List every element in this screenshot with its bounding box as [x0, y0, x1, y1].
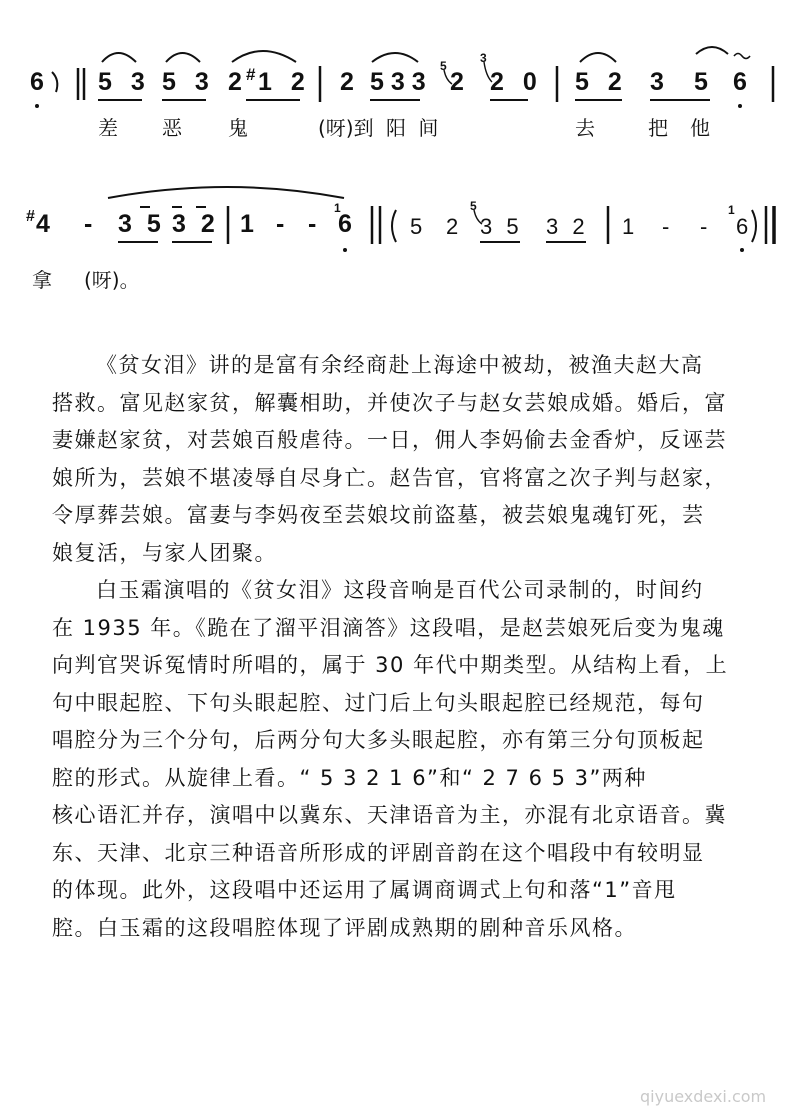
lyric: 把 [648, 116, 668, 140]
lyric: 去 [575, 116, 595, 140]
text-line: 唱腔分为三个分句，后两分句大多头眼起腔，亦有第三分句顶板起 [52, 728, 705, 752]
text-line: 白玉霜演唱的《贫女泪》这段音响是百代公司录制的，时间约 [96, 578, 704, 602]
text-line: 搭救。富见赵家贫，解囊相助，并使次子与赵女芸娘成婚。婚后，富 [52, 390, 727, 415]
note: 2 [340, 68, 354, 96]
note: 5 2 [575, 68, 628, 96]
note: 5 3 3 [370, 68, 426, 96]
score-system-2 [0, 180, 810, 290]
note: 6 [736, 214, 749, 239]
note: 4 [36, 210, 50, 238]
lyric: (呀)到 阳 间 [318, 116, 439, 140]
note: 6 [733, 68, 747, 96]
text-line: 令厚葬芸娘。富妻与李妈夜至芸娘坟前盗墓，被芸娘鬼魂钉死，芸 [52, 503, 705, 527]
article-body [52, 347, 772, 947]
grace-note: 1 [334, 201, 341, 215]
note: 3 [650, 68, 664, 96]
text-line: 句中眼起腔、下句头眼起腔、过门后上句头眼起腔已经规范，每句 [52, 690, 705, 715]
text-line: 向判官哭诉冤情时所唱的，属于 30 年代中期类型。从结构上看，上 [52, 653, 729, 677]
text-line: 腔。白玉霜的这段唱腔体现了评剧成熟期的剧种音乐风格。 [52, 915, 637, 940]
lyric: 拿 [32, 268, 52, 292]
lyrics-row [0, 268, 810, 298]
note: 2 [450, 68, 464, 96]
note: 1 [240, 210, 254, 238]
note: - [700, 214, 708, 239]
grace-note: 1 [728, 203, 735, 217]
note: - [662, 214, 670, 239]
lyric: 他 [690, 116, 710, 140]
grace-note: 3 [480, 51, 487, 65]
note: 6 [338, 210, 352, 238]
paragraph-2 [52, 572, 772, 947]
sharp-sign: # [246, 65, 256, 84]
note: 2 0 [490, 68, 543, 96]
grace-note: 5 [440, 59, 447, 73]
note: 6 [30, 68, 44, 96]
score-system-1 [0, 40, 810, 150]
note: 3 5 [480, 214, 523, 239]
note: 2 [228, 68, 242, 96]
lyric: 恶 [162, 116, 182, 140]
text-line: 《贫女泪》讲的是富有余经商赴上海途中被劫，被渔夫赵大高 [96, 353, 704, 377]
note: 5 [410, 214, 423, 239]
text-line: 娘复活，与家人团聚。 [52, 540, 277, 565]
note: 5 3 [98, 68, 151, 96]
note: 5 3 [162, 68, 215, 96]
watermark-logo [640, 1080, 790, 1110]
lyrics-row [0, 116, 810, 146]
text-line: 东、天津、北京三种语音所形成的评剧音韵在这个唱段中有较明显 [52, 840, 705, 865]
text-line: 的体现。此外，这段唱中还运用了属调商调式上句和落“1”音甩 [52, 878, 677, 902]
note: 3 5 [118, 210, 165, 238]
note: 2 [446, 214, 459, 239]
note: 3 2 [546, 214, 589, 239]
lyric: 差 [98, 116, 118, 140]
text-line: 核心语汇并存，演唱中以冀东、天津语音为主，亦混有北京语音。冀 [52, 803, 727, 827]
lyric: 鬼 [228, 116, 248, 140]
text-line: 腔的形式。从旋律上看。“ 5 3 2 1 6”和“ 2 7 6 5 3”两种 [52, 765, 647, 790]
note: - [84, 210, 93, 238]
note: - [276, 210, 285, 238]
paragraph-1 [52, 347, 772, 572]
note: 3 2 [172, 210, 219, 238]
grace-note: 5 [470, 199, 477, 213]
lyric: (呀)。 [84, 268, 140, 292]
text-line: 妻嫌赵家贫，对芸娘百般虐待。一日，佣人李妈偷去金香炉，反诬芸 [52, 428, 727, 452]
text-line: 娘所为，芸娘不堪凌辱自尽身亡。赵告官，官将富之次子判与赵家， [52, 465, 727, 490]
note: 1 [622, 214, 635, 239]
note: - [308, 210, 317, 238]
watermark-text: qiyuexdexi.com [640, 1087, 767, 1106]
sharp-sign: # [26, 208, 35, 225]
text-line: 在 1935 年。《跪在了溜平泪滴答》这段唱，是赵芸娘死后变为鬼魂 [52, 615, 725, 640]
note: 5 [694, 68, 708, 96]
note: 1 2 [258, 68, 311, 96]
